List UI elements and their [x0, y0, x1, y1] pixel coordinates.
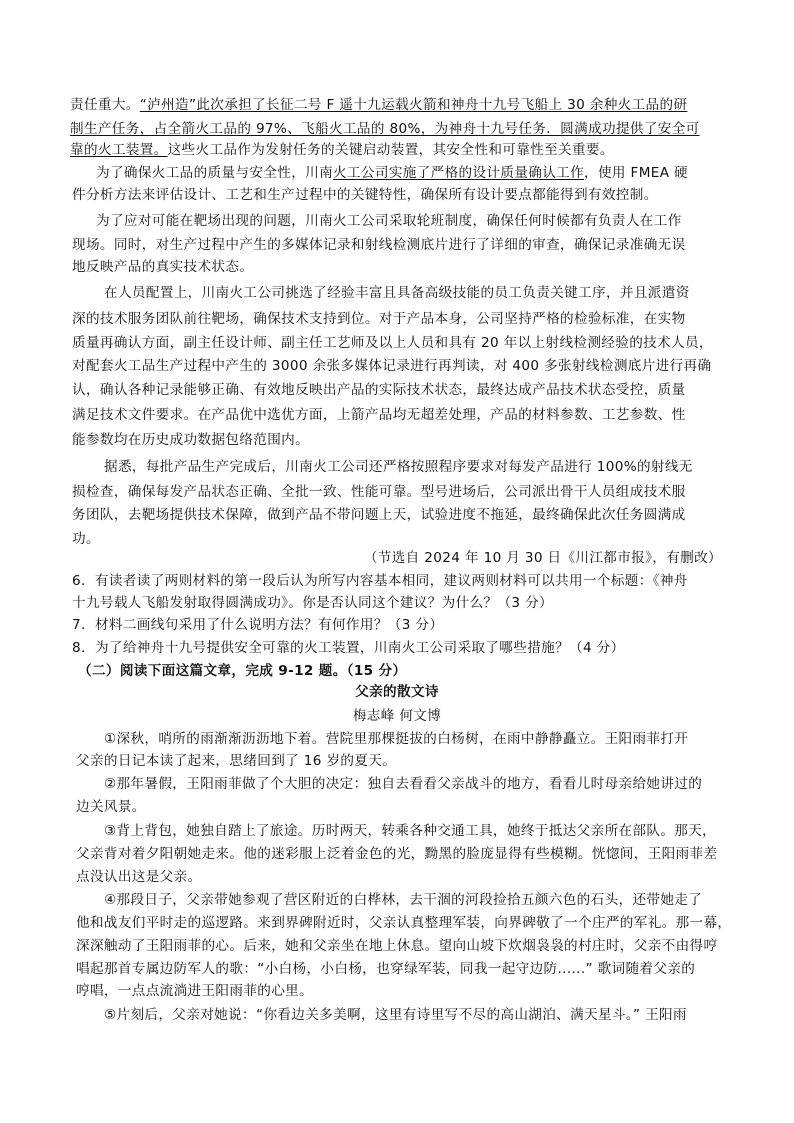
text-line: 损检查，确保每发产品状态正确、全批一致、性能可靠。型号进场后，公司派出骨干人员组成技术服: [72, 484, 686, 500]
text-line: 地反映产品的真实技术状态。: [72, 259, 254, 275]
article-authors: 梅志峰 何文博: [352, 708, 442, 724]
underlined-sentence: 制生产任务，占全箭火工品的 97%、飞船火工品的 80%，为神舟十九号任务．圆满成功提供了安全可: [70, 121, 700, 137]
text-span: 责任重大。: [70, 97, 140, 113]
text-line: 件分析方法来评估设计、工艺和生产过程中的关键特性，确保所有设计要点都能得到有效控制。: [72, 187, 658, 203]
text-line: 对配套火工品生产过程中产生的 3000 余张多媒体记录进行再判读，对 400 多张射线检测底片进行再确: [72, 358, 712, 374]
underlined-phrase: 火工公司实施了严格的设计质量确认工作: [333, 165, 585, 181]
question-6-cont: 十九号载人飞船发射取得圆满成功》。你是否认同这个建议？为什么？（3 分）: [72, 595, 553, 611]
paragraph-line: 哼唱，一点点流淌进王阳雨菲的心里。: [76, 983, 314, 999]
article-title: 父亲的散文诗: [355, 684, 439, 700]
paragraph-line: ⑤片刻后，父亲对她说：“你看边关多美啊，这里有诗里写不尽的高山湖泊、满天星斗。” 王阳雨: [104, 1007, 687, 1023]
text-line: [70, 96, 687, 115]
text-line: 为了应对可能在靶场出现的问题，川南火工公司采取轮班制度，确保任何时候都有负责人在工作: [96, 213, 682, 229]
text-span: ，使用 FMEA 硬: [584, 165, 688, 181]
question-7: 7．材料二画线句采用了什么说明方法？有何作用？（3 分）: [72, 617, 444, 633]
paragraph-line: 点没认出这是父亲。: [76, 869, 202, 885]
section-heading: （二）阅读下面这篇文章，完成 9-12 题。（15 分）: [78, 663, 407, 679]
text-line: 能参数均在历史成功数据包络范围内。: [72, 432, 310, 448]
paragraph-line: 父亲的日记本读了起来，思绪回到了 16 岁的夏天。: [76, 753, 397, 769]
paragraph-line: 唱起那首专属边防军人的歌：“小白杨，小白杨，也穿绿军装，同我一起守边防......” 歌词随着父亲的: [76, 961, 696, 977]
paragraph-line: ③背上背包，她独自踏上了旅途。历时两天，转乘各种交通工具，她终于抵达父亲所在部队。那天，: [104, 823, 717, 839]
text-line: 认，确认各种记录能够正确、有效地反映出产品的实际技术状态，最终达成产品技术状态受控，质量: [72, 382, 686, 398]
paragraph-line: 他和战友们平时走的巡逻路。来到界碑附近时，父亲认真整理军装，向界碑敬了一个庄严的军礼。那一幕，: [76, 915, 732, 931]
underlined-sentence: “泸州造”此次承担了长征二号 F 遥十九运载火箭和神舟十九号飞船上 30 余种火工品的研: [139, 97, 688, 113]
text-line: [96, 164, 688, 183]
text-line: 在人员配置上，川南火工公司挑选了经验丰富且具备高级技能的员工负责关键工序，并且派遣资: [104, 285, 690, 301]
text-span: 为了确保火工品的质量与安全性，川南: [96, 165, 334, 181]
text-span: 这些火工品作为发射任务的关键启动装置，其安全性和可靠性至关重要。: [167, 142, 614, 158]
text-line: 据悉，每批产品生产完成后，川南火工公司还严格按照程序要求对每发产品进行 100%的射线无: [104, 459, 693, 475]
source-note: （节选自 2024 年 10 月 30 日《川江都市报》，有删改）: [363, 550, 722, 566]
paragraph-line: ②那年暑假，王阳雨菲做了个大胆的决定：独自去看看父亲战斗的地方，看看儿时母亲给她讲过的: [104, 776, 703, 792]
text-line: 质量再确认方面，副主任设计师、副主任工艺师及以上人员和具有 20 年以上射线检测经验的技术人员，: [72, 335, 713, 351]
paragraph-line: ④那段日子，父亲带她参观了营区附近的白桦林，去干涸的河段捡拾五颜六色的石头，还带她走了: [104, 892, 703, 908]
question-8: 8．为了给神舟十九号提供安全可靠的火工装置，川南火工公司采取了哪些措施？（4 分）: [72, 640, 625, 656]
underlined-sentence: 靠的火工装置。: [70, 142, 168, 158]
paragraph-line: 边关风景。: [76, 799, 146, 815]
text-line: 功。: [72, 531, 100, 547]
text-line: 务团队，去靶场提供技术保障，做到产品不带问题上天，试验进度不拖延，最终确保此次任务圆满成: [72, 507, 686, 523]
paragraph-line: 深深触动了王阳雨菲的心。后来，她和父亲坐在地上休息。望向山坡下炊烟袅袅的村庄时，父亲不由得哼: [76, 938, 718, 954]
text-line: 满足技术文件要求。在产品优中选优方面，上箭产品均无超差处理，产品的材料参数、工艺参数、性: [72, 407, 686, 423]
text-line: 现场。同时，对生产过程中产生的多媒体记录和射线检测底片进行了详细的审查，确保记录准确无误: [72, 237, 686, 253]
paragraph-line: 父亲背对着夕阳朝她走来。他的迷彩服上泛着金色的光，黝黑的脸庞显得有些模糊。恍惚间，王阳雨菲差: [76, 846, 718, 862]
paragraph-line: ①深秋，哨所的雨渐渐沥沥地下着。营院里那棵挺拔的白杨树，在雨中静静矗立。王阳雨菲打开: [104, 731, 689, 747]
text-line: 深的技术服务团队前往靶场，确保技术支持到位。对于产品本身，公司坚持严格的检验标准，在实物: [72, 311, 686, 327]
question-6: 6．有读者读了两则材料的第一段后认为所写内容基本相同，建议两则材料可以共用一个标题：《神舟: [72, 573, 688, 589]
text-line: [70, 141, 614, 160]
